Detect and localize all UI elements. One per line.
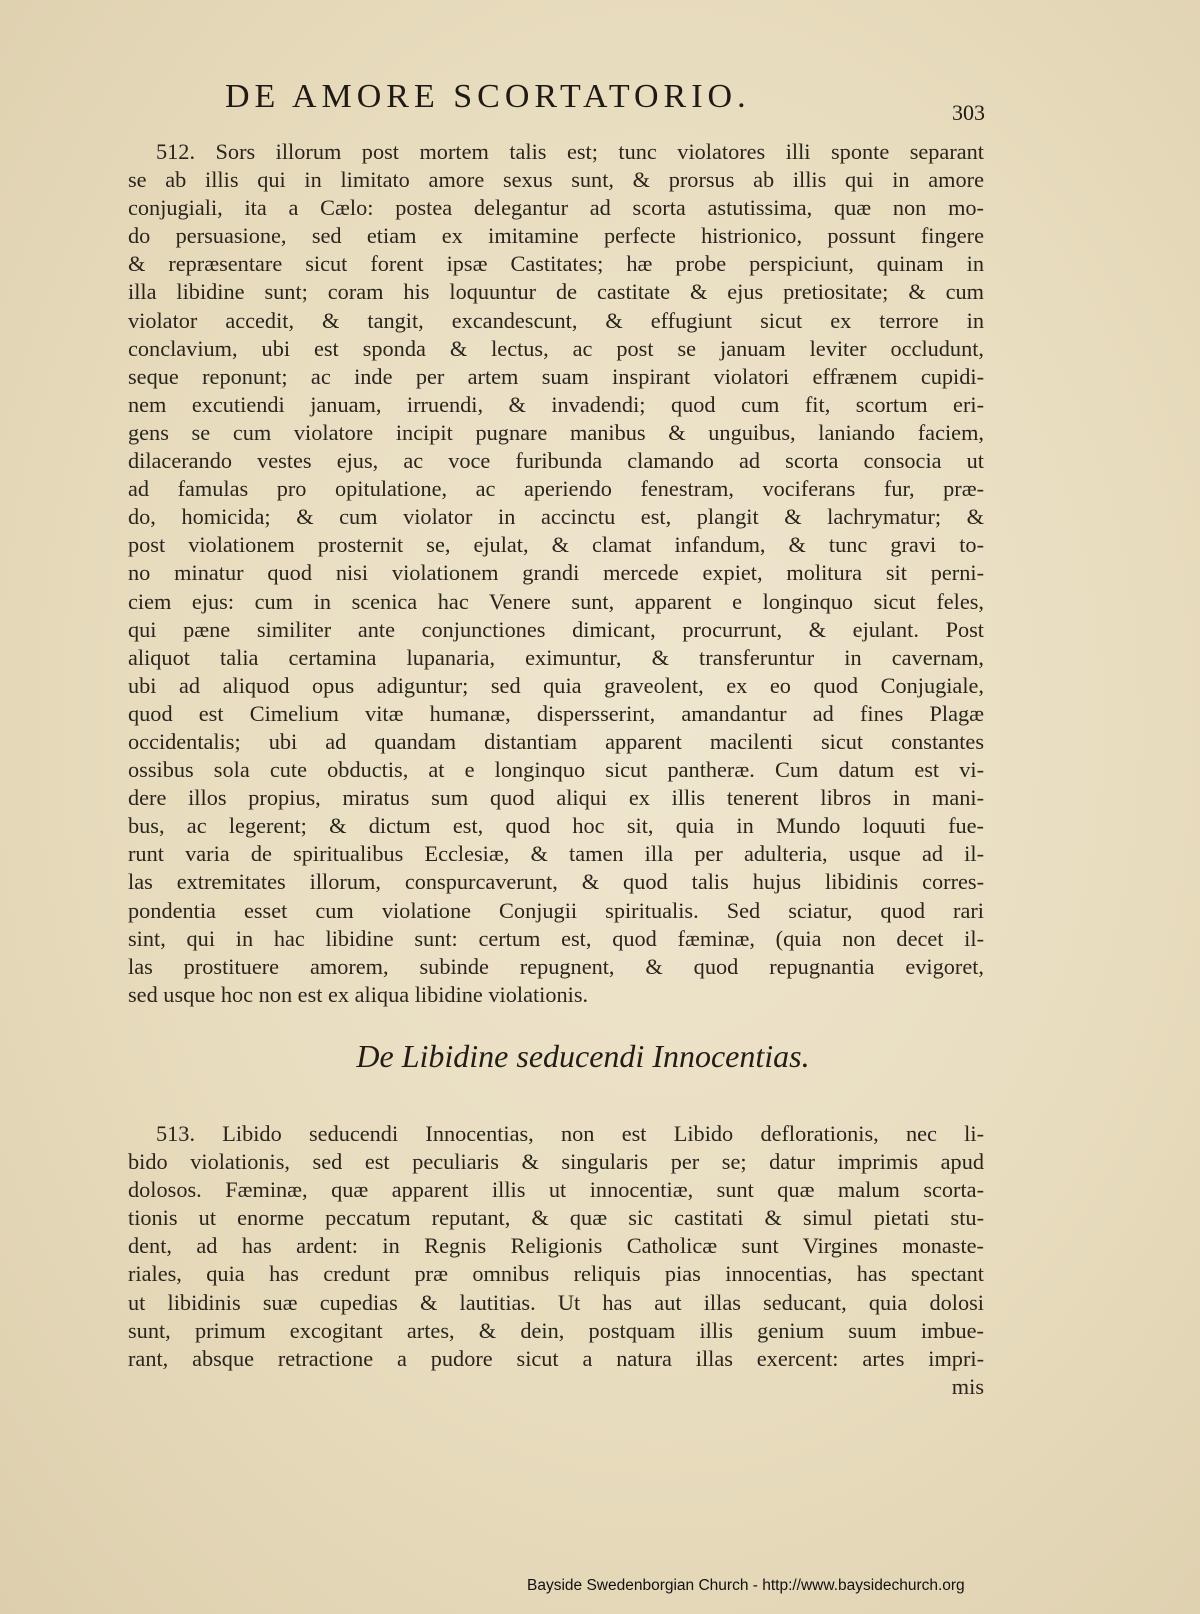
- text-line: ossibus sola cute obductis, at e longinquo sicut pantheræ. Cum datum est vi-: [128, 757, 984, 783]
- text-line: post violationem prosternit se, ejulat, & clamat infandum, & tunc gravi to-: [128, 532, 984, 558]
- page-header: [225, 78, 985, 128]
- text-line: aliquot talia certamina lupanaria, eximuntur, & transferuntur in cavernam,: [128, 644, 984, 670]
- page-number: 303: [952, 100, 985, 125]
- text-line: bus, ac legerent; & dictum est, quod hoc sit, quia in Mundo loquuti fue-: [128, 813, 984, 839]
- section-heading: De Libidine seducendi Innocentias.: [356, 1038, 810, 1074]
- text-line: dilacerando vestes ejus, ac voce furibunda clamando ad scorta consocia ut: [128, 448, 984, 474]
- text-line: riales, quia has credunt præ omnibus reliquis pias innocentias, has spectant: [128, 1261, 984, 1287]
- text-line: dolosos. Fæminæ, quæ apparent illis ut innocentiæ, sunt quæ malum scorta-: [128, 1177, 984, 1203]
- footer-credit: Bayside Swedenborgian Church - http://www.baysidechurch.org: [527, 1577, 965, 1594]
- text-line: conjugiali, ita a Cælo: postea delegantur ad scorta astutissima, quæ non mo-: [128, 195, 984, 221]
- paragraph-513: [128, 1120, 984, 1401]
- text-line: 513. Libido seducendi Innocentias, non est Libido deflorationis, nec li-: [156, 1121, 984, 1146]
- text-line: seque reponunt; ac inde per artem suam inspirant violatori effrænem cupidi-: [128, 363, 984, 389]
- text-line: bido violationis, sed est peculiaris & singularis per se; datur imprimis apud: [128, 1149, 984, 1175]
- text-line: gens se cum violatore incipit pugnare manibus & unguibus, laniando faciem,: [128, 419, 984, 445]
- text-line: ciem ejus: cum in scenica hac Venere sunt, apparent e longinquo sicut feles,: [128, 588, 984, 614]
- text-line: do, homicida; & cum violator in accinctu est, plangit & lachrymatur; &: [128, 504, 984, 530]
- text-line: occidentalis; ubi ad quandam distantiam apparent macilenti sicut constantes: [128, 728, 984, 754]
- text-line: sed usque hoc non est ex aliqua libidine violationis.: [128, 981, 589, 1007]
- text-line: ut libidinis suæ cupedias & lautitias. Ut has aut illas seducant, quia dolosi: [128, 1289, 984, 1315]
- text-line: sunt, primum excogitant artes, & dein, postquam illis genium suum imbue-: [128, 1317, 984, 1343]
- running-title: DE AMORE SCORTATORIO.: [225, 78, 751, 115]
- text-line: pondentia esset cum violatione Conjugii spiritualis. Sed sciatur, quod rari: [128, 897, 984, 923]
- text-line: sint, qui in hac libidine sunt: certum est, quod fæminæ, (quia non decet il-: [128, 925, 984, 951]
- text-line: ad famulas pro opitulatione, ac aperiendo fenestram, vociferans fur, præ-: [128, 476, 984, 502]
- text-line: illa libidine sunt; coram his loquuntur de castitate & ejus pretiositate; & cum: [128, 279, 984, 305]
- text-line: dere illos propius, miratus sum quod aliqui ex illis tenerent libros in mani-: [128, 785, 984, 811]
- text-line: conclavium, ubi est sponda & lectus, ac post se januam leviter occludunt,: [128, 335, 984, 361]
- text-line: 512. Sors illorum post mortem talis est; tunc violatores illi sponte separant: [156, 139, 984, 164]
- text-line: nem excutiendi januam, irruendi, & invadendi; quod cum fit, scortum eri-: [128, 391, 984, 417]
- text-line: tionis ut enorme peccatum reputant, & quæ sic castitati & simul pietati stu-: [128, 1205, 984, 1231]
- text-line: las extremitates illorum, conspurcaverunt, & quod talis hujus libidinis corres-: [128, 869, 984, 895]
- text-line: qui pæne similiter ante conjunctiones dimicant, procurrunt, & ejulant. Post: [128, 616, 984, 642]
- text-line: & repræsentare sicut forent ipsæ Castitates; hæ probe perspiciunt, quinam in: [128, 251, 984, 277]
- text-line: las prostituere amorem, subinde repugnent, & quod repugnantia evigoret,: [128, 953, 984, 979]
- text-line: se ab illis qui in limitato amore sexus sunt, & prorsus ab illis qui in amore: [128, 167, 984, 193]
- text-line: quod est Cimelium vitæ humanæ, dispersserint, amandantur ad fines Plagæ: [128, 700, 984, 726]
- text-line: violator accedit, & tangit, excandescunt, & effugiunt sicut ex terrore in: [128, 307, 984, 333]
- text-line: ubi ad aliquod opus adiguntur; sed quia graveolent, ex eo quod Conjugiale,: [128, 672, 984, 698]
- paragraph-512: [128, 138, 984, 1009]
- text-line: do persuasione, sed etiam ex imitamine perfecte histrionico, possunt fingere: [128, 223, 984, 249]
- text-line: no minatur quod nisi violationem grandi mercede expiet, molitura sit perni-: [128, 560, 984, 586]
- text-line: dent, ad has ardent: in Regnis Religionis Catholicæ sunt Virgines monaste-: [128, 1233, 984, 1259]
- text-line: runt varia de spiritualibus Ecclesiæ, & tamen illa per adulteria, usque ad il-: [128, 841, 984, 867]
- text-line: rant, absque retractione a pudore sicut a natura illas exercent: artes impri-: [128, 1345, 984, 1371]
- catchword: mis: [951, 1373, 984, 1399]
